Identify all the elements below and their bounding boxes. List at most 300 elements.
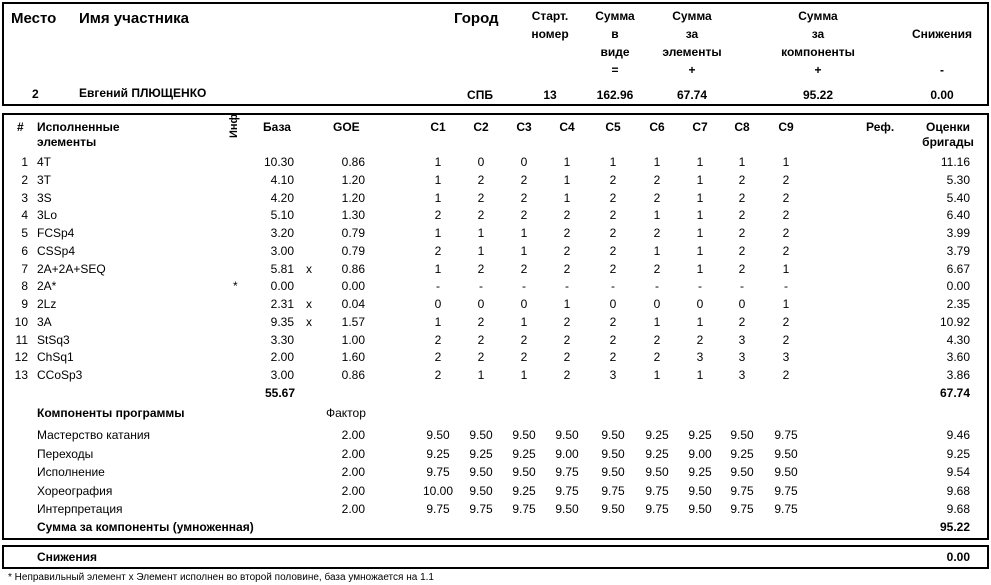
- element-judge-score: 2: [653, 261, 661, 276]
- table-row: [0, 366, 991, 384]
- element-judge-score: -: [522, 279, 526, 294]
- component-judge-score: 9.75: [774, 502, 798, 517]
- element-number: 3: [21, 190, 28, 205]
- element-judge-score: 2: [609, 261, 617, 276]
- component-name: Переходы: [37, 446, 94, 461]
- element-info: *: [233, 279, 238, 294]
- component-judge-score: 9.25: [645, 428, 669, 442]
- component-judge-score: 9.50: [512, 428, 536, 442]
- deductions-row-value: 0.00: [946, 550, 970, 564]
- component-row: [0, 500, 991, 518]
- element-judge-score: 2: [563, 332, 571, 347]
- component-judge-score: 9.50: [555, 428, 579, 442]
- element-goe: 0.86: [341, 368, 365, 382]
- component-row: [0, 463, 991, 481]
- col-executed-header: Исполненные элементы: [37, 120, 120, 149]
- component-judge-score: 9.75: [426, 465, 450, 480]
- col-judge-header: C8: [734, 120, 750, 134]
- element-judge-score: 1: [782, 261, 790, 276]
- element-judge-score: 2: [653, 226, 661, 240]
- element-code: 4T: [37, 155, 52, 169]
- col-goe-header: GOE: [333, 120, 360, 134]
- component-judge-score: 9.75: [426, 502, 450, 517]
- elements-sum: 67.74: [939, 386, 970, 400]
- element-judge-score: 2: [782, 208, 790, 223]
- table-row: [0, 171, 991, 189]
- component-judge-score: 9.75: [512, 502, 536, 517]
- element-judge-score: 1: [434, 226, 442, 240]
- component-judge-score: 9.50: [512, 465, 536, 480]
- element-goe: 1.20: [341, 172, 365, 187]
- element-base: 10.30: [263, 155, 294, 169]
- element-judge-score: -: [565, 279, 569, 294]
- element-judge-score: 2: [520, 208, 528, 223]
- element-judge-score: 2: [653, 332, 661, 347]
- element-number: 6: [21, 243, 28, 258]
- element-goe: 1.20: [341, 190, 365, 205]
- element-judge-score: 1: [696, 368, 704, 382]
- component-judge-score: 9.25: [730, 446, 754, 461]
- element-judge-score: 0: [520, 297, 528, 311]
- component-judge-score: 9.75: [645, 483, 669, 498]
- element-judge-score: 1: [696, 314, 704, 329]
- col-judge-header: C6: [649, 120, 665, 134]
- element-judge-score: 2: [609, 243, 617, 258]
- table-row: [0, 153, 991, 171]
- component-judge-score: 9.75: [645, 502, 669, 517]
- element-judge-score: 1: [653, 208, 661, 223]
- element-judge-score: 2: [563, 350, 571, 365]
- component-judge-score: 9.25: [469, 446, 493, 461]
- component-judge-score: 9.75: [555, 483, 579, 498]
- element-judge-score: 1: [477, 243, 485, 258]
- component-judge-score: 9.75: [774, 428, 798, 442]
- component-judge-score: 9.50: [645, 465, 669, 480]
- element-code: 2Lz: [37, 297, 57, 311]
- element-judge-score: 2: [738, 172, 746, 187]
- element-number: 2: [21, 172, 28, 187]
- element-judge-score: 0: [477, 155, 485, 169]
- element-judge-score: 2: [653, 190, 661, 205]
- component-judge-score: 9.50: [774, 465, 798, 480]
- table-row: [0, 348, 991, 366]
- element-judge-score: 3: [738, 332, 746, 347]
- col-judge-header: C5: [605, 120, 621, 134]
- element-code: FCSp4: [37, 226, 75, 240]
- table-row: [0, 260, 991, 278]
- element-panel-score: 10.92: [939, 314, 970, 329]
- deductions-label: Снижения -: [912, 27, 972, 77]
- element-code: 3T: [37, 172, 52, 187]
- component-judge-score: 9.50: [688, 483, 712, 498]
- element-judge-score: 2: [782, 243, 790, 258]
- element-panel-score: 3.60: [946, 350, 970, 365]
- component-factor: 2.00: [341, 428, 365, 442]
- component-name: Мастерство катания: [37, 428, 151, 442]
- element-judge-score: 1: [696, 190, 704, 205]
- element-judge-score: 1: [563, 297, 571, 311]
- element-judge-score: 1: [696, 243, 704, 258]
- skater-city: СПБ: [467, 88, 493, 102]
- element-judge-score: 3: [696, 350, 704, 365]
- element-bonus-mark: x: [306, 261, 312, 276]
- component-judge-score: 9.50: [601, 428, 625, 442]
- element-judge-score: 3: [738, 350, 746, 365]
- skater-elements-score: 67.74: [676, 88, 708, 102]
- element-judge-score: -: [436, 279, 440, 294]
- element-judge-score: 2: [738, 261, 746, 276]
- element-number: 12: [14, 350, 28, 365]
- element-goe: 0.86: [341, 261, 365, 276]
- component-judge-score: 9.50: [688, 502, 712, 517]
- col-number-header: #: [17, 120, 24, 134]
- element-judge-score: 2: [477, 261, 485, 276]
- col-judge-header: C7: [692, 120, 708, 134]
- element-goe: 1.30: [341, 208, 365, 223]
- components-sum-label: Сумма за компоненты (умноженная): [37, 520, 254, 534]
- skater-deductions: 0.00: [930, 88, 954, 102]
- element-judge-score: 2: [520, 172, 528, 187]
- element-judge-score: 3: [782, 350, 790, 365]
- component-judge-score: 9.25: [688, 428, 712, 442]
- table-row: [0, 206, 991, 224]
- skater-components-score: 95.22: [802, 88, 834, 102]
- element-judge-score: -: [479, 279, 483, 294]
- element-base: 5.10: [270, 208, 294, 223]
- element-judge-score: 2: [563, 243, 571, 258]
- element-judge-score: 2: [609, 190, 617, 205]
- element-judge-score: 2: [563, 314, 571, 329]
- components-sum-value: 95.22: [939, 520, 970, 534]
- component-panel-score: 9.54: [946, 465, 970, 480]
- component-judge-score: 9.50: [601, 465, 625, 480]
- table-row: [0, 189, 991, 207]
- element-panel-score: 2.35: [946, 297, 970, 311]
- element-code: 3S: [37, 190, 52, 205]
- element-judge-score: 1: [782, 155, 790, 169]
- element-goe: 0.79: [341, 226, 365, 240]
- deductions-panel: [2, 545, 989, 569]
- element-judge-score: 1: [563, 190, 571, 205]
- element-base: 0.00: [270, 279, 294, 294]
- element-panel-score: 6.40: [946, 208, 970, 223]
- element-code: ChSq1: [37, 350, 74, 365]
- element-judge-score: 2: [520, 332, 528, 347]
- element-bonus-mark: x: [306, 297, 312, 311]
- component-row: [0, 445, 991, 463]
- element-goe: 1.00: [341, 332, 365, 347]
- element-number: 1: [21, 155, 28, 169]
- component-judge-score: 9.00: [688, 446, 712, 461]
- element-judge-score: 1: [653, 368, 661, 382]
- component-judge-score: 9.25: [645, 446, 669, 461]
- element-judge-score: 0: [520, 155, 528, 169]
- element-judge-score: 2: [782, 172, 790, 187]
- component-judge-score: 9.75: [469, 502, 493, 517]
- element-code: CCoSp3: [37, 368, 83, 382]
- component-row: [0, 426, 991, 444]
- element-number: 7: [21, 261, 28, 276]
- element-judge-score: 2: [738, 226, 746, 240]
- element-code: 2A*: [37, 279, 57, 294]
- table-row: [0, 295, 991, 313]
- table-row: [0, 224, 991, 242]
- element-judge-score: 2: [609, 172, 617, 187]
- element-base: 4.10: [270, 172, 294, 187]
- col-base-header: База: [263, 120, 291, 134]
- element-panel-score: 0.00: [946, 279, 970, 294]
- element-judge-score: 2: [477, 332, 485, 347]
- element-judge-score: 1: [653, 155, 661, 169]
- deductions-row-label: Снижения: [37, 550, 97, 564]
- col-judge-header: C9: [778, 120, 794, 134]
- table-row: [0, 313, 991, 331]
- component-judge-score: 9.75: [774, 483, 798, 498]
- component-judge-score: 9.75: [730, 502, 754, 517]
- components-score-label: Сумма за компоненты +: [781, 9, 855, 77]
- component-name: Исполнение: [37, 465, 105, 480]
- element-number: 4: [21, 208, 28, 223]
- element-judge-score: 1: [696, 172, 704, 187]
- element-judge-score: 2: [609, 208, 617, 223]
- element-judge-score: 2: [563, 261, 571, 276]
- element-judge-score: 3: [738, 368, 746, 382]
- element-judge-score: -: [784, 279, 788, 294]
- element-number: 10: [14, 314, 28, 329]
- element-judge-score: 2: [738, 190, 746, 205]
- component-judge-score: 9.50: [426, 428, 450, 442]
- element-judge-score: 2: [609, 226, 617, 240]
- element-base: 2.00: [270, 350, 294, 365]
- element-judge-score: 2: [782, 314, 790, 329]
- element-judge-score: 2: [477, 172, 485, 187]
- component-judge-score: 9.50: [730, 428, 754, 442]
- element-judge-score: 0: [653, 297, 661, 311]
- element-goe: 1.57: [341, 314, 365, 329]
- element-number: 9: [21, 297, 28, 311]
- element-goe: 1.60: [341, 350, 365, 365]
- element-judge-score: 1: [520, 368, 528, 382]
- component-judge-score: 9.25: [426, 446, 450, 461]
- element-judge-score: 1: [782, 297, 790, 311]
- element-judge-score: 2: [434, 208, 442, 223]
- component-judge-score: 9.25: [512, 446, 536, 461]
- element-number: 5: [21, 226, 28, 240]
- component-judge-score: 9.50: [555, 502, 579, 517]
- element-judge-score: 2: [782, 368, 790, 382]
- col-judge-header: C3: [516, 120, 532, 134]
- element-judge-score: 1: [563, 155, 571, 169]
- component-panel-score: 9.46: [946, 428, 970, 442]
- element-base: 4.20: [270, 190, 294, 205]
- skater-name: Евгений ПЛЮЩЕНКО: [79, 86, 207, 100]
- element-judge-score: 2: [434, 368, 442, 382]
- element-judge-score: 1: [696, 226, 704, 240]
- element-panel-score: 11.16: [940, 155, 970, 169]
- component-judge-score: 9.75: [555, 465, 579, 480]
- element-judge-score: 2: [434, 332, 442, 347]
- element-judge-score: 1: [434, 172, 442, 187]
- col-ref-header: Реф.: [866, 120, 895, 134]
- skater-start-number: 13: [543, 88, 557, 102]
- element-judge-score: 2: [563, 368, 571, 382]
- component-judge-score: 9.75: [601, 483, 625, 498]
- element-judge-score: 1: [696, 261, 704, 276]
- component-judge-score: 9.75: [730, 483, 754, 498]
- skater-total-score: 162.96: [596, 88, 634, 102]
- component-name: Интерпретация: [37, 502, 123, 517]
- element-judge-score: 1: [477, 368, 485, 382]
- element-panel-score: 3.79: [946, 243, 970, 258]
- element-judge-score: 2: [520, 190, 528, 205]
- element-code: 2A+2A+SEQ: [37, 261, 106, 276]
- component-panel-score: 9.25: [946, 446, 970, 461]
- element-code: 3Lo: [37, 208, 58, 223]
- element-judge-score: 0: [738, 297, 746, 311]
- element-judge-score: 0: [434, 297, 442, 311]
- footnote: * Неправильный элемент x Элемент исполнен во второй половине, база умножается на 1.1: [8, 572, 434, 583]
- element-judge-score: 2: [477, 314, 485, 329]
- elements-score-label: Сумма за элементы +: [662, 9, 722, 77]
- element-judge-score: 2: [738, 208, 746, 223]
- col-judge-header: C1: [430, 120, 446, 134]
- table-row: [0, 242, 991, 260]
- component-judge-score: 10.00: [422, 483, 454, 498]
- element-base: 2.31: [270, 297, 294, 311]
- element-judge-score: 2: [782, 226, 790, 240]
- city-label: Город: [454, 10, 499, 27]
- element-base: 3.20: [270, 226, 294, 240]
- element-judge-score: 1: [653, 243, 661, 258]
- base-total: 55.67: [264, 386, 295, 400]
- component-factor: 2.00: [341, 465, 365, 480]
- component-row: [0, 482, 991, 500]
- component-judge-score: 9.25: [512, 483, 536, 498]
- element-judge-score: 2: [563, 208, 571, 223]
- element-bonus-mark: x: [306, 314, 312, 329]
- element-judge-score: 1: [696, 208, 704, 223]
- element-panel-score: 3.86: [946, 368, 970, 382]
- place-label: Место: [11, 10, 57, 27]
- component-panel-score: 9.68: [946, 502, 970, 517]
- components-title: Компоненты программы: [37, 406, 185, 420]
- element-base: 3.30: [270, 332, 294, 347]
- element-judge-score: 2: [563, 226, 571, 240]
- element-judge-score: 2: [738, 314, 746, 329]
- element-judge-score: 2: [434, 350, 442, 365]
- element-judge-score: 2: [609, 350, 617, 365]
- element-judge-score: 2: [782, 332, 790, 347]
- skater-place: 2: [32, 87, 39, 101]
- component-judge-score: 9.50: [601, 446, 625, 461]
- element-panel-score: 5.40: [946, 190, 970, 205]
- element-goe: 0.00: [341, 279, 365, 294]
- component-judge-score: 9.50: [774, 446, 798, 461]
- element-goe: 0.04: [341, 297, 365, 311]
- element-judge-score: 2: [738, 243, 746, 258]
- element-judge-score: 2: [696, 332, 704, 347]
- element-judge-score: -: [698, 279, 702, 294]
- component-judge-score: 9.00: [555, 446, 579, 461]
- col-judge-header: C4: [559, 120, 575, 134]
- col-info-header: Инф: [228, 113, 240, 138]
- element-judge-score: -: [655, 279, 659, 294]
- element-goe: 0.86: [341, 155, 365, 169]
- element-judge-score: 1: [434, 314, 442, 329]
- component-panel-score: 9.68: [946, 483, 970, 498]
- element-base: 3.00: [270, 243, 294, 258]
- element-judge-score: 1: [477, 226, 485, 240]
- element-panel-score: 3.99: [946, 226, 970, 240]
- component-factor: 2.00: [341, 446, 365, 461]
- element-judge-score: 0: [477, 297, 485, 311]
- element-judge-score: 2: [653, 350, 661, 365]
- col-score-header: Оценки бригады: [922, 120, 974, 149]
- element-number: 8: [21, 279, 28, 294]
- element-judge-score: 3: [609, 368, 617, 382]
- component-judge-score: 9.50: [730, 465, 754, 480]
- element-code: StSq3: [37, 332, 70, 347]
- element-judge-score: 1: [609, 155, 617, 169]
- element-judge-score: 1: [520, 243, 528, 258]
- element-judge-score: 2: [653, 172, 661, 187]
- element-judge-score: 1: [434, 261, 442, 276]
- component-factor: 2.00: [341, 483, 365, 498]
- element-judge-score: 2: [609, 314, 617, 329]
- total-score-label: Сумма в виде =: [595, 9, 635, 77]
- element-judge-score: 1: [696, 155, 704, 169]
- start-number-label: Старт. номер: [531, 9, 569, 41]
- element-goe: 0.79: [341, 243, 365, 258]
- element-judge-score: 1: [653, 314, 661, 329]
- factor-label: Фактор: [326, 406, 366, 420]
- component-judge-score: 9.50: [601, 502, 625, 517]
- element-base: 3.00: [270, 368, 294, 382]
- element-judge-score: 1: [434, 155, 442, 169]
- name-label: Имя участника: [79, 10, 190, 27]
- element-code: 3A: [37, 314, 52, 329]
- element-judge-score: 2: [609, 332, 617, 347]
- element-judge-score: 1: [563, 172, 571, 187]
- element-judge-score: 0: [609, 297, 617, 311]
- element-judge-score: 2: [434, 243, 442, 258]
- element-judge-score: 1: [738, 155, 746, 169]
- table-row: [0, 331, 991, 349]
- component-judge-score: 9.50: [469, 428, 493, 442]
- component-judge-score: 9.25: [688, 465, 712, 480]
- element-judge-score: 1: [434, 190, 442, 205]
- element-judge-score: 2: [477, 350, 485, 365]
- element-judge-score: 2: [477, 190, 485, 205]
- element-code: CSSp4: [37, 243, 76, 258]
- element-judge-score: -: [611, 279, 615, 294]
- component-factor: 2.00: [341, 502, 365, 517]
- table-row: [0, 277, 991, 295]
- element-panel-score: 6.67: [946, 261, 970, 276]
- component-judge-score: 9.50: [469, 465, 493, 480]
- element-number: 11: [15, 332, 28, 347]
- element-judge-score: 2: [477, 208, 485, 223]
- element-number: 13: [14, 368, 28, 382]
- element-judge-score: 0: [696, 297, 704, 311]
- element-panel-score: 5.30: [946, 172, 970, 187]
- component-judge-score: 9.50: [469, 483, 493, 498]
- element-judge-score: 1: [520, 314, 528, 329]
- element-judge-score: 1: [520, 226, 528, 240]
- element-judge-score: 2: [520, 261, 528, 276]
- col-judge-header: C2: [473, 120, 489, 134]
- element-panel-score: 4.30: [946, 332, 970, 347]
